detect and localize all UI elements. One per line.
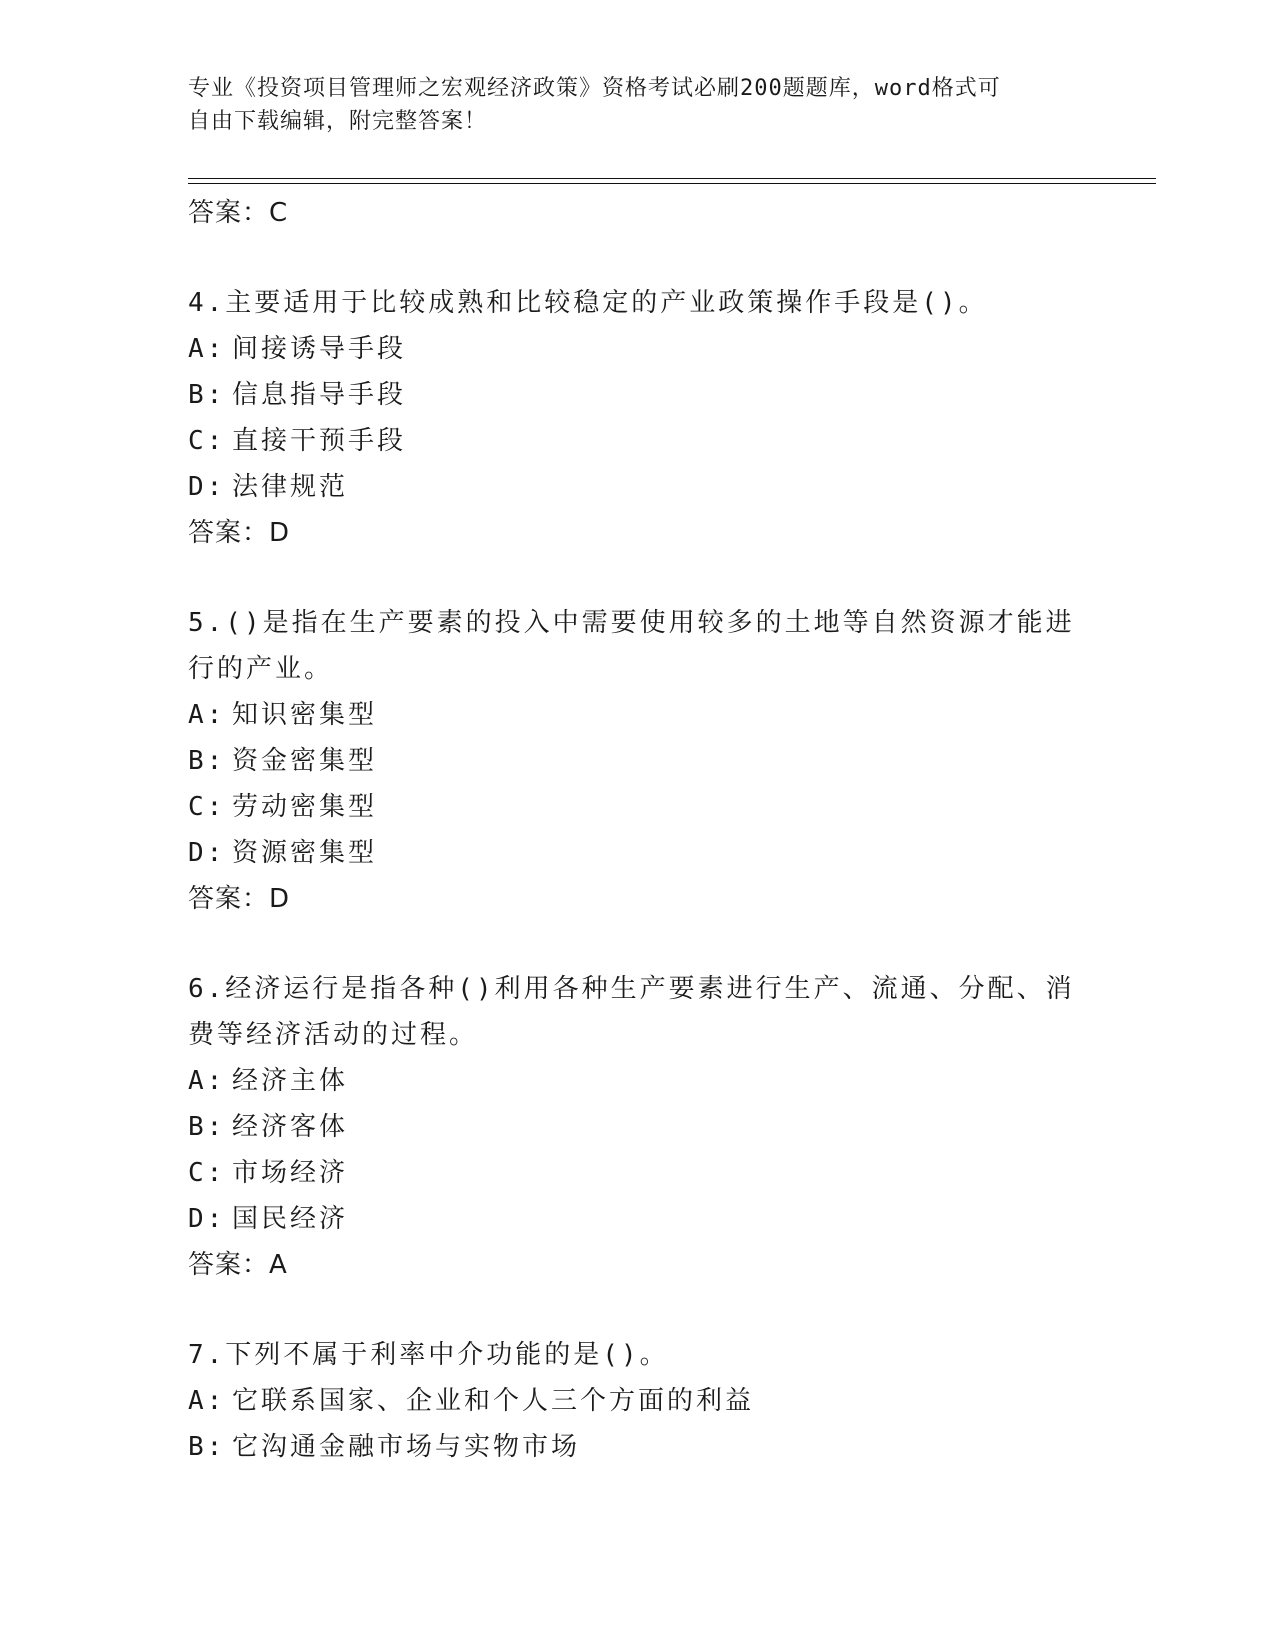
answer-previous: 答案：C [188, 198, 289, 228]
option-a [188, 692, 1088, 738]
option-text: 国民经济 [232, 1204, 349, 1234]
option-letter: C: [188, 792, 226, 822]
option-text: 信息指导手段 [232, 380, 407, 410]
question-text-line: 6.经济运行是指各种()利用各种生产要素进行生产、流通、分配、消 [188, 974, 1075, 1004]
option-letter: A: [188, 1386, 226, 1416]
question-text-line: 行的产业。 [188, 654, 334, 684]
option-b [188, 1104, 1088, 1150]
option-letter: D: [188, 472, 226, 502]
header-divider-top [188, 178, 1156, 179]
option-c [188, 418, 1088, 464]
option-text: 资金密集型 [232, 746, 378, 776]
option-b [188, 372, 1088, 418]
option-b [188, 1424, 1088, 1470]
header-divider-bottom [188, 183, 1156, 184]
option-letter: A: [188, 334, 226, 364]
option-letter: D: [188, 838, 226, 868]
question-7 [188, 1332, 1088, 1470]
question-6 [188, 966, 1088, 1288]
option-a [188, 1378, 1088, 1424]
header-line-2: 自由下载编辑，附完整答案！ [188, 109, 488, 134]
question-text-line: 4.主要适用于比较成熟和比较稳定的产业政策操作手段是()。 [188, 288, 988, 318]
answer: 答案：A [188, 1250, 288, 1280]
answer: 答案：D [188, 518, 291, 548]
question-text-line: 5.()是指在生产要素的投入中需要使用较多的土地等自然资源才能进 [188, 608, 1075, 638]
option-d [188, 464, 1088, 510]
option-text: 它联系国家、企业和个人三个方面的利益 [232, 1386, 755, 1416]
option-letter: B: [188, 746, 226, 776]
option-a [188, 1058, 1088, 1104]
option-letter: B: [188, 1112, 226, 1142]
option-b [188, 738, 1088, 784]
question-text-line: 费等经济活动的过程。 [188, 1020, 479, 1050]
option-text: 资源密集型 [232, 838, 378, 868]
option-c [188, 1150, 1088, 1196]
option-text: 市场经济 [232, 1158, 349, 1188]
option-text: 劳动密集型 [232, 792, 378, 822]
question-4 [188, 280, 1088, 556]
document-body [188, 190, 1088, 1470]
option-d [188, 830, 1088, 876]
option-text: 经济主体 [232, 1066, 349, 1096]
option-letter: C: [188, 426, 226, 456]
option-letter: C: [188, 1158, 226, 1188]
option-d [188, 1196, 1088, 1242]
option-text: 法律规范 [232, 472, 349, 502]
option-a [188, 326, 1088, 372]
document-header [188, 72, 1068, 138]
option-c [188, 784, 1088, 830]
question-text [188, 966, 1078, 1058]
question-text [188, 600, 1078, 692]
option-letter: A: [188, 1066, 226, 1096]
question-text [188, 1332, 1078, 1378]
option-text: 直接干预手段 [232, 426, 407, 456]
option-text: 间接诱导手段 [232, 334, 407, 364]
option-text: 经济客体 [232, 1112, 349, 1142]
option-text: 知识密集型 [232, 700, 378, 730]
option-letter: B: [188, 1432, 226, 1462]
option-text: 它沟通金融市场与实物市场 [232, 1432, 581, 1462]
option-letter: A: [188, 700, 226, 730]
question-text-line: 7.下列不属于利率中介功能的是()。 [188, 1340, 669, 1370]
option-letter: B: [188, 380, 226, 410]
option-letter: D: [188, 1204, 226, 1234]
header-line-1: 专业《投资项目管理师之宏观经济政策》资格考试必刷200题题库，word格式可 [188, 76, 1001, 101]
question-text [188, 280, 1078, 326]
question-5 [188, 600, 1088, 922]
answer: 答案：D [188, 884, 291, 914]
